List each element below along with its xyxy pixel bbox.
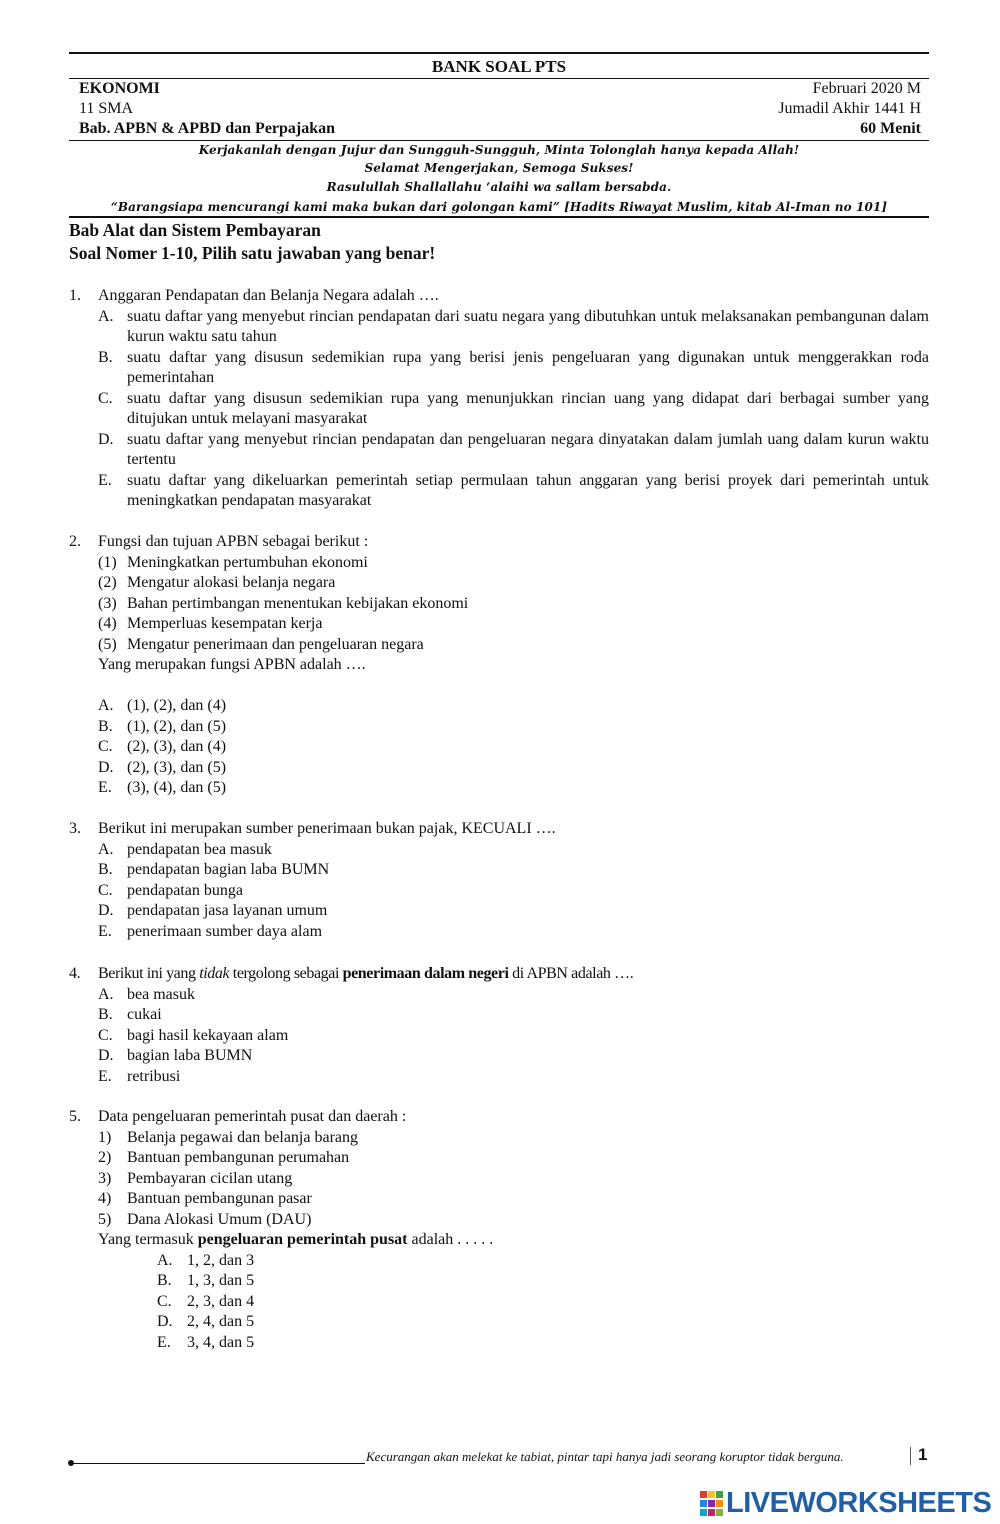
option-d[interactable]: D. bagian laba BUMN bbox=[98, 1047, 253, 1064]
header-title: BANK SOAL PTS bbox=[431, 57, 567, 76]
chapter: Bab. APBN & APBD dan Perpajakan bbox=[79, 120, 336, 137]
question-prompt: Yang termasuk pengeluaran pemerintah pusat adalah . . . . . bbox=[98, 1231, 494, 1248]
option-e[interactable]: E. suatu daftar yang dikeluarkan pemerintah setiap permulaan tahun anggaran yang berisi proyek dari pemerintah untuk meningkatkan pendapatan masyarakat bbox=[98, 471, 929, 509]
option-e[interactable]: E. penerimaan sumber daya alam bbox=[98, 922, 323, 940]
statement-item: (1) Meningkatkan pertumbuhan ekonomi bbox=[98, 553, 368, 571]
question-3 bbox=[69, 819, 929, 942]
question-1 bbox=[69, 286, 929, 512]
liveworksheets-wordmark: LIVEWORKSHEETS bbox=[726, 1487, 992, 1519]
motto-line-1: Kerjakanlah dengan Jujur dan Sungguh-Sungguh, Minta Tolonglah hanya kepada Allah! bbox=[198, 143, 800, 157]
question-2 bbox=[69, 532, 929, 799]
header-row-1 bbox=[79, 80, 921, 100]
motto-line-4: “Barangsiapa mencurangi kami maka bukan dari golongan kami” [Hadits Riwayat Muslim, kitab Al-Iman no 101] bbox=[110, 200, 888, 214]
question-text: Berikut ini merupakan sumber penerimaan bukan pajak, KECUALI …. bbox=[98, 820, 556, 837]
data-item: 4) Bantuan pembangunan pasar bbox=[98, 1190, 312, 1207]
date-gregorian: Februari 2020 M bbox=[812, 80, 921, 97]
question-number: 3. bbox=[69, 820, 81, 837]
option-a[interactable]: A. bea masuk bbox=[98, 985, 195, 1003]
footer-quote: Kecurangan akan melekat ke tabiat, pintar tapi hanya jadi seorang koruptor tidak berguna. bbox=[366, 1449, 844, 1464]
option-e[interactable]: E. 3, 4, dan 5 bbox=[157, 1333, 255, 1351]
statement-item: (4) Memperluas kesempatan kerja bbox=[98, 615, 323, 632]
option-c[interactable]: C. (2), (3), dan (4) bbox=[98, 738, 227, 755]
date-hijri: Jumadil Akhir 1441 H bbox=[778, 100, 921, 117]
option-a[interactable]: A. suatu daftar yang menyebut rincian pendapatan dari suatu negara yang dibutuhkan untuk melaksanakan pembangunan dalam kurun waktu satu tahun bbox=[98, 307, 929, 345]
question-text: Fungsi dan tujuan APBN sebagai berikut : bbox=[98, 533, 369, 550]
data-item: 1) Belanja pegawai dan belanja barang bbox=[98, 1128, 358, 1146]
grade: 11 SMA bbox=[79, 100, 134, 117]
emphasis-penerimaan: penerimaan dalam negeri bbox=[342, 965, 509, 982]
question-4: 4. Berikut ini yang tidak tergolong sebagai penerimaan dalam negeri di APBN adalah …. A. bea masuk B. cukai C. bagi hasil kekayaan alam D. bagian laba BUMN E. retribusi bbox=[69, 964, 929, 1087]
option-c[interactable]: C. bagi hasil kekayaan alam bbox=[98, 1026, 289, 1044]
data-item: 2) Bantuan pembangunan perumahan bbox=[98, 1149, 350, 1166]
statement-item: (5) Mengatur penerimaan dan pengeluaran negara bbox=[98, 635, 424, 653]
question-number: 1. bbox=[69, 287, 81, 304]
option-d[interactable]: D. (2), (3), dan (5) bbox=[98, 758, 227, 776]
option-a[interactable]: A. pendapatan bea masuk bbox=[98, 840, 272, 858]
option-b[interactable]: B. cukai bbox=[98, 1006, 162, 1023]
option-b[interactable]: B. suatu daftar yang disusun sedemikian rupa yang berisi jenis pengeluaran yang digunakan untuk menggerakkan roda pemerintahan bbox=[98, 348, 929, 386]
option-a[interactable]: A. 1, 2, dan 3 bbox=[157, 1251, 255, 1269]
motto-line-3: Rasulullah Shallallahu ‘alaihi wa sallam bersabda. bbox=[326, 180, 672, 194]
option-b[interactable]: B. pendapatan bagian laba BUMN bbox=[98, 861, 330, 878]
question-5 bbox=[69, 1107, 929, 1353]
motto-line-2: Selamat Mengerjakan, Semoga Sukses! bbox=[364, 161, 634, 175]
option-e[interactable]: E. retribusi bbox=[98, 1067, 181, 1085]
footer-rule bbox=[73, 1463, 365, 1464]
header-top-rule bbox=[69, 52, 929, 54]
section-instruction: Soal Nomer 1-10, Pilih satu jawaban yang benar! bbox=[69, 243, 436, 263]
question-number: 2. bbox=[69, 533, 81, 550]
option-b[interactable]: B. (1), (2), dan (5) bbox=[98, 717, 227, 735]
emphasis-tidak: tidak bbox=[199, 965, 230, 982]
motto-bottom-rule bbox=[69, 216, 929, 218]
liveworksheets-icon bbox=[700, 1491, 724, 1517]
page-number: 1 bbox=[918, 1445, 928, 1464]
footer-separator bbox=[910, 1447, 911, 1465]
header-title-rule bbox=[69, 78, 929, 79]
option-c[interactable]: C. pendapatan bunga bbox=[98, 881, 243, 899]
option-a[interactable]: A. (1), (2), dan (4) bbox=[98, 697, 227, 714]
statement-item: (3) Bahan pertimbangan menentukan kebijakan ekonomi bbox=[98, 594, 469, 612]
option-c[interactable]: C. 2, 3, dan 4 bbox=[157, 1292, 255, 1310]
duration: 60 Menit bbox=[860, 120, 921, 137]
option-b[interactable]: B. 1, 3, dan 5 bbox=[157, 1272, 255, 1289]
question-prompt: Yang merupakan fungsi APBN adalah …. bbox=[98, 656, 366, 673]
header-bottom-rule bbox=[69, 140, 929, 141]
emphasis-pengeluaran: pengeluaran pemerintah pusat bbox=[197, 1231, 408, 1248]
option-d[interactable]: D. suatu daftar yang menyebut rincian pendapatan dan pengeluaran negara dinyatakan dalam jumlah uang dalam kurun waktu tertentu bbox=[98, 430, 929, 468]
header-row-3 bbox=[79, 120, 921, 140]
option-d[interactable]: D. pendapatan jasa layanan umum bbox=[98, 902, 328, 919]
data-item: 5) Dana Alokasi Umum (DAU) bbox=[98, 1210, 312, 1228]
question-text: Anggaran Pendapatan dan Belanja Negara adalah …. bbox=[98, 287, 439, 304]
statement-item: (2) Mengatur alokasi belanja negara bbox=[98, 574, 336, 591]
section-title: Bab Alat dan Sistem Pembayaran bbox=[69, 220, 321, 240]
option-d[interactable]: D. 2, 4, dan 5 bbox=[157, 1313, 255, 1330]
question-number: 4. bbox=[69, 965, 81, 982]
question-text: Data pengeluaran pemerintah pusat dan daerah : bbox=[98, 1108, 407, 1125]
option-c[interactable]: C. suatu daftar yang disusun sedemikian rupa yang menunjukkan rincian uang yang didapat dari berbagai sumber yang ditujukan untuk melayani masyarakat bbox=[98, 389, 929, 427]
header-row-2 bbox=[79, 100, 921, 120]
data-item: 3) Pembayaran cicilan utang bbox=[98, 1169, 293, 1187]
option-e[interactable]: E. (3), (4), dan (5) bbox=[98, 779, 227, 796]
question-number: 5. bbox=[69, 1108, 81, 1125]
subject: EKONOMI bbox=[79, 80, 160, 97]
